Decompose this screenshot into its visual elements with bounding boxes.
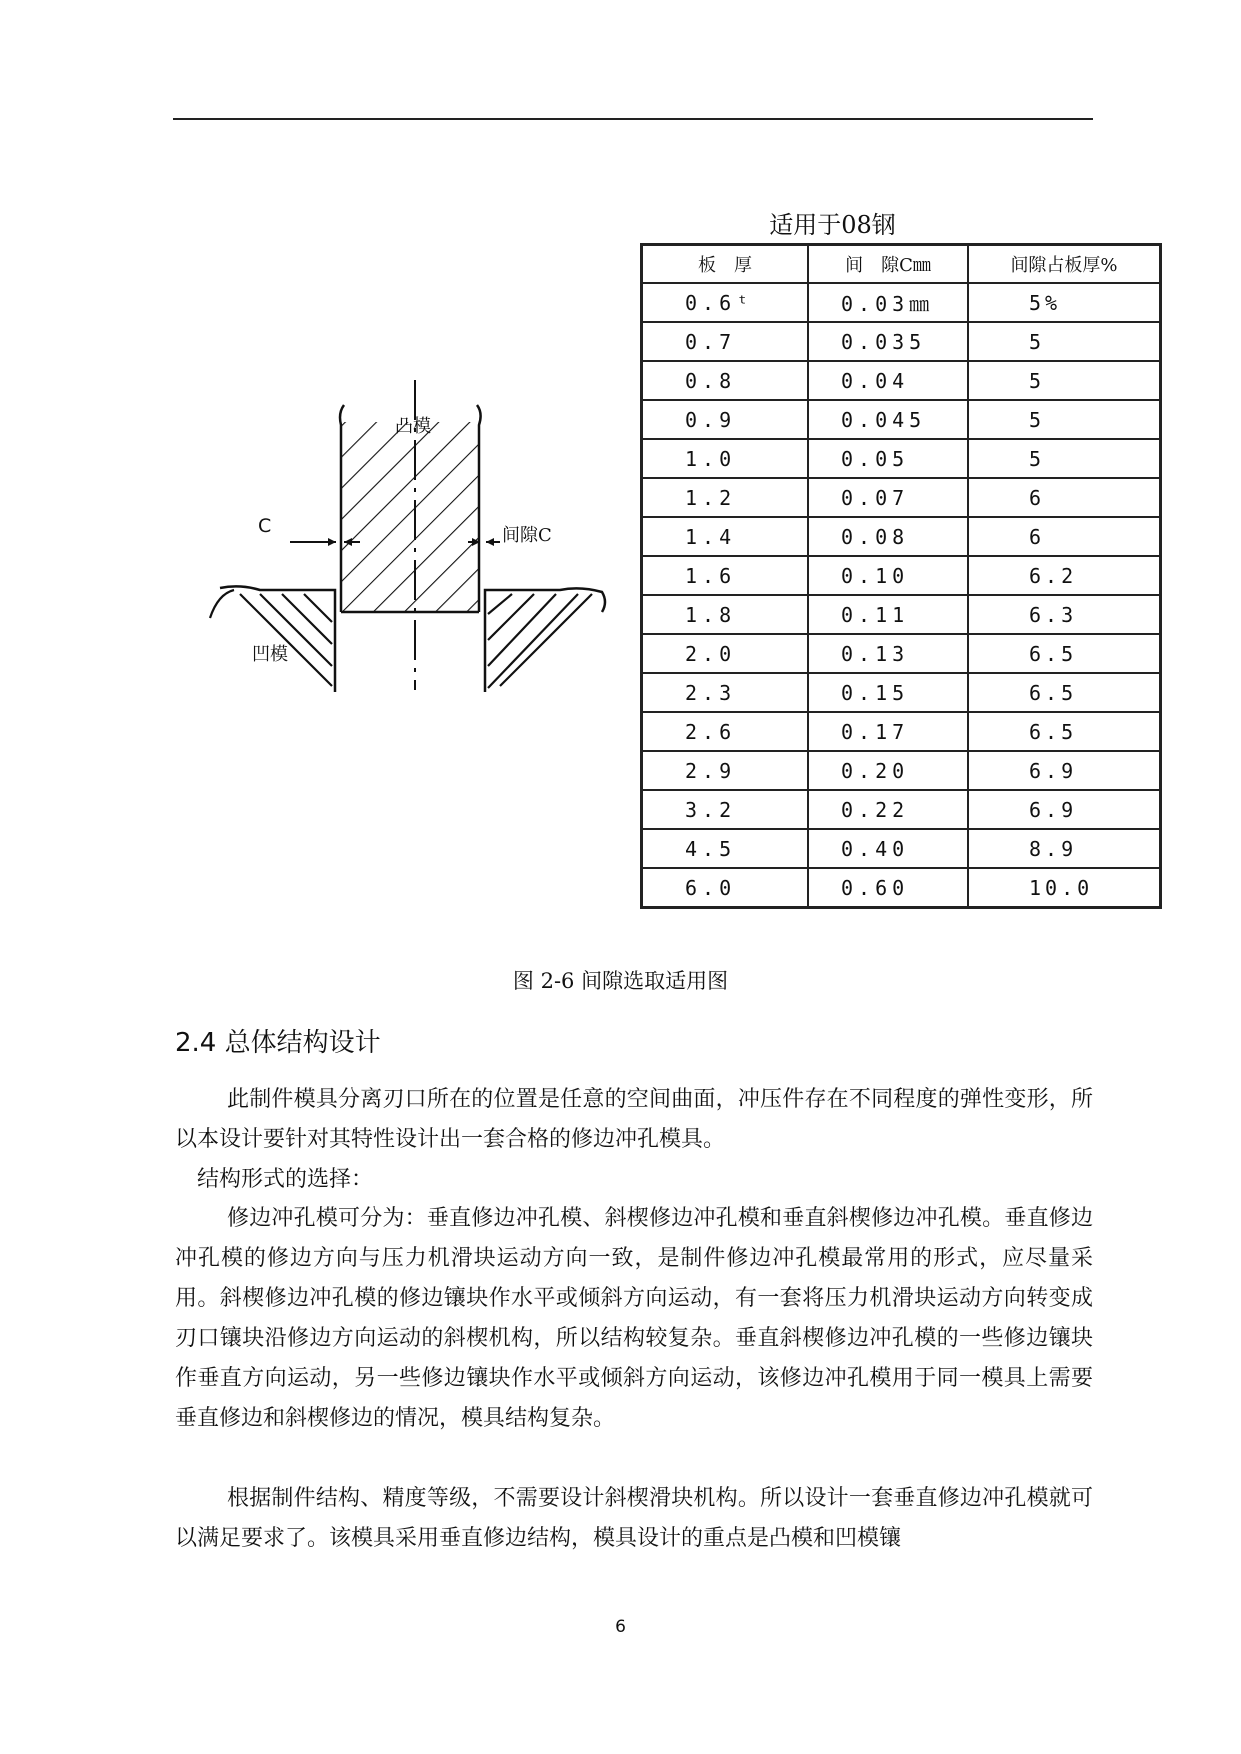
label-c: C bbox=[258, 515, 272, 537]
cell-gap-percent: 5 bbox=[968, 400, 1161, 439]
cell-gap: 0.60 bbox=[808, 868, 968, 908]
cell-gap: 0.045 bbox=[808, 400, 968, 439]
header-gap: 间 隙C㎜ bbox=[808, 245, 968, 284]
cell-thickness: 2.3 bbox=[642, 673, 809, 712]
cell-gap-percent: 10.0 bbox=[968, 868, 1161, 908]
cell-gap: 0.10 bbox=[808, 556, 968, 595]
die-right bbox=[485, 588, 605, 692]
figure-caption: 图 2-6 间隙选取适用图 bbox=[512, 969, 729, 993]
table-row bbox=[642, 673, 1161, 712]
die-left bbox=[210, 586, 335, 692]
cell-gap-percent: 5 bbox=[968, 361, 1161, 400]
page-number: 6 bbox=[615, 1617, 626, 1637]
table-row bbox=[642, 868, 1161, 908]
cell-gap: 0.08 bbox=[808, 517, 968, 556]
paragraph-conclusion: 根据制件结构、精度等级，不需要设计斜楔滑块机构。所以设计一套垂直修边冲孔模就可以满足要求了。该模具采用垂直修边结构，模具设计的重点是凸模和凹模镶 bbox=[175, 1486, 1093, 1551]
cell-gap-percent: 6.5 bbox=[968, 712, 1161, 751]
cell-gap-percent: 6.9 bbox=[968, 751, 1161, 790]
cell-gap: 0.04 bbox=[808, 361, 968, 400]
cell-gap: 0.035 bbox=[808, 322, 968, 361]
clearance-diagram bbox=[200, 380, 620, 710]
table-row bbox=[642, 283, 1161, 322]
table-title: 适用于08钢 bbox=[769, 211, 896, 239]
paragraph-die-types: 修边冲孔模可分为：垂直修边冲孔模、斜楔修边冲孔模和垂直斜楔修边冲孔模。垂直修边冲孔模的修边方向与压力机滑块运动方向一致，是制件修边冲孔模最常用的形式，应尽量采用。斜楔修边冲孔模的修边镶块作水平或倾斜方向运动，有一套将压力机滑块运动方向转变成刃口镶块沿修边方向运动的斜楔机构，所以结构较复杂。垂直斜楔修边冲孔模的一些修边镶块作垂直方向运动，另一些修边镶块作水平或倾斜方向运动，该修边冲孔模用于同一模具上需要垂直修边和斜楔修边的情况，模具结构复杂。 bbox=[175, 1206, 1093, 1431]
cell-gap-percent: 6 bbox=[968, 517, 1161, 556]
paragraph-structure-choice: 结构形式的选择： bbox=[197, 1167, 374, 1192]
cell-gap: 0.03㎜ bbox=[808, 283, 968, 322]
table-row bbox=[642, 361, 1161, 400]
cell-thickness: 2.6 bbox=[642, 712, 809, 751]
header-rule bbox=[173, 118, 1093, 120]
cell-gap-percent: 5 bbox=[968, 439, 1161, 478]
table-row bbox=[642, 322, 1161, 361]
table-row bbox=[642, 751, 1161, 790]
table-row bbox=[642, 790, 1161, 829]
table-row bbox=[642, 556, 1161, 595]
cell-gap-percent: 6.3 bbox=[968, 595, 1161, 634]
cell-thickness: 1.2 bbox=[642, 478, 809, 517]
cell-thickness: 3.2 bbox=[642, 790, 809, 829]
cell-gap: 0.11 bbox=[808, 595, 968, 634]
header-gap-percent: 间隙占板厚% bbox=[968, 245, 1161, 284]
cell-thickness: 2.0 bbox=[642, 634, 809, 673]
cell-gap-percent: 8.9 bbox=[968, 829, 1161, 868]
section-heading: 2.4 总体结构设计 bbox=[175, 1028, 381, 1058]
cell-gap-percent: 5 bbox=[968, 322, 1161, 361]
label-die: 凹模 bbox=[252, 644, 288, 665]
cell-thickness: 0.8 bbox=[642, 361, 809, 400]
paragraph-intro: 此制件模具分离刃口所在的位置是任意的空间曲面，冲压件存在不同程度的弹性变形，所以本设计要针对其特性设计出一套合格的修边冲孔模具。 bbox=[175, 1087, 1093, 1152]
cell-gap: 0.05 bbox=[808, 439, 968, 478]
table-row bbox=[642, 712, 1161, 751]
table-row bbox=[642, 400, 1161, 439]
table-row bbox=[642, 634, 1161, 673]
label-punch: 凸模 bbox=[395, 416, 431, 437]
cell-gap-percent: 6.9 bbox=[968, 790, 1161, 829]
cell-gap: 0.07 bbox=[808, 478, 968, 517]
table-row bbox=[642, 517, 1161, 556]
table-row bbox=[642, 478, 1161, 517]
label-gap: 间隙C bbox=[502, 525, 552, 546]
table-row bbox=[642, 829, 1161, 868]
cell-gap-percent: 6.5 bbox=[968, 634, 1161, 673]
cell-thickness: 1.6 bbox=[642, 556, 809, 595]
cell-gap-percent: 5% bbox=[968, 283, 1161, 322]
header-thickness: 板 厚 bbox=[642, 245, 809, 284]
table-row bbox=[642, 439, 1161, 478]
cell-gap-percent: 6 bbox=[968, 478, 1161, 517]
cell-gap: 0.22 bbox=[808, 790, 968, 829]
cell-thickness: 1.4 bbox=[642, 517, 809, 556]
cell-thickness: 6.0 bbox=[642, 868, 809, 908]
cell-thickness: 2.9 bbox=[642, 751, 809, 790]
cell-gap-percent: 6.5 bbox=[968, 673, 1161, 712]
cell-thickness: 1.8 bbox=[642, 595, 809, 634]
cell-gap: 0.13 bbox=[808, 634, 968, 673]
cell-gap: 0.15 bbox=[808, 673, 968, 712]
cell-thickness: 0.7 bbox=[642, 322, 809, 361]
cell-thickness: 0.6ᵗ bbox=[642, 283, 809, 322]
clearance-table bbox=[640, 243, 1162, 909]
cell-thickness: 1.0 bbox=[642, 439, 809, 478]
cell-gap: 0.20 bbox=[808, 751, 968, 790]
cell-gap-percent: 6.2 bbox=[968, 556, 1161, 595]
cell-gap: 0.40 bbox=[808, 829, 968, 868]
table-header-row bbox=[642, 245, 1161, 284]
cell-thickness: 4.5 bbox=[642, 829, 809, 868]
cell-gap: 0.17 bbox=[808, 712, 968, 751]
table-body bbox=[642, 283, 1161, 908]
table-row bbox=[642, 595, 1161, 634]
cell-thickness: 0.9 bbox=[642, 400, 809, 439]
